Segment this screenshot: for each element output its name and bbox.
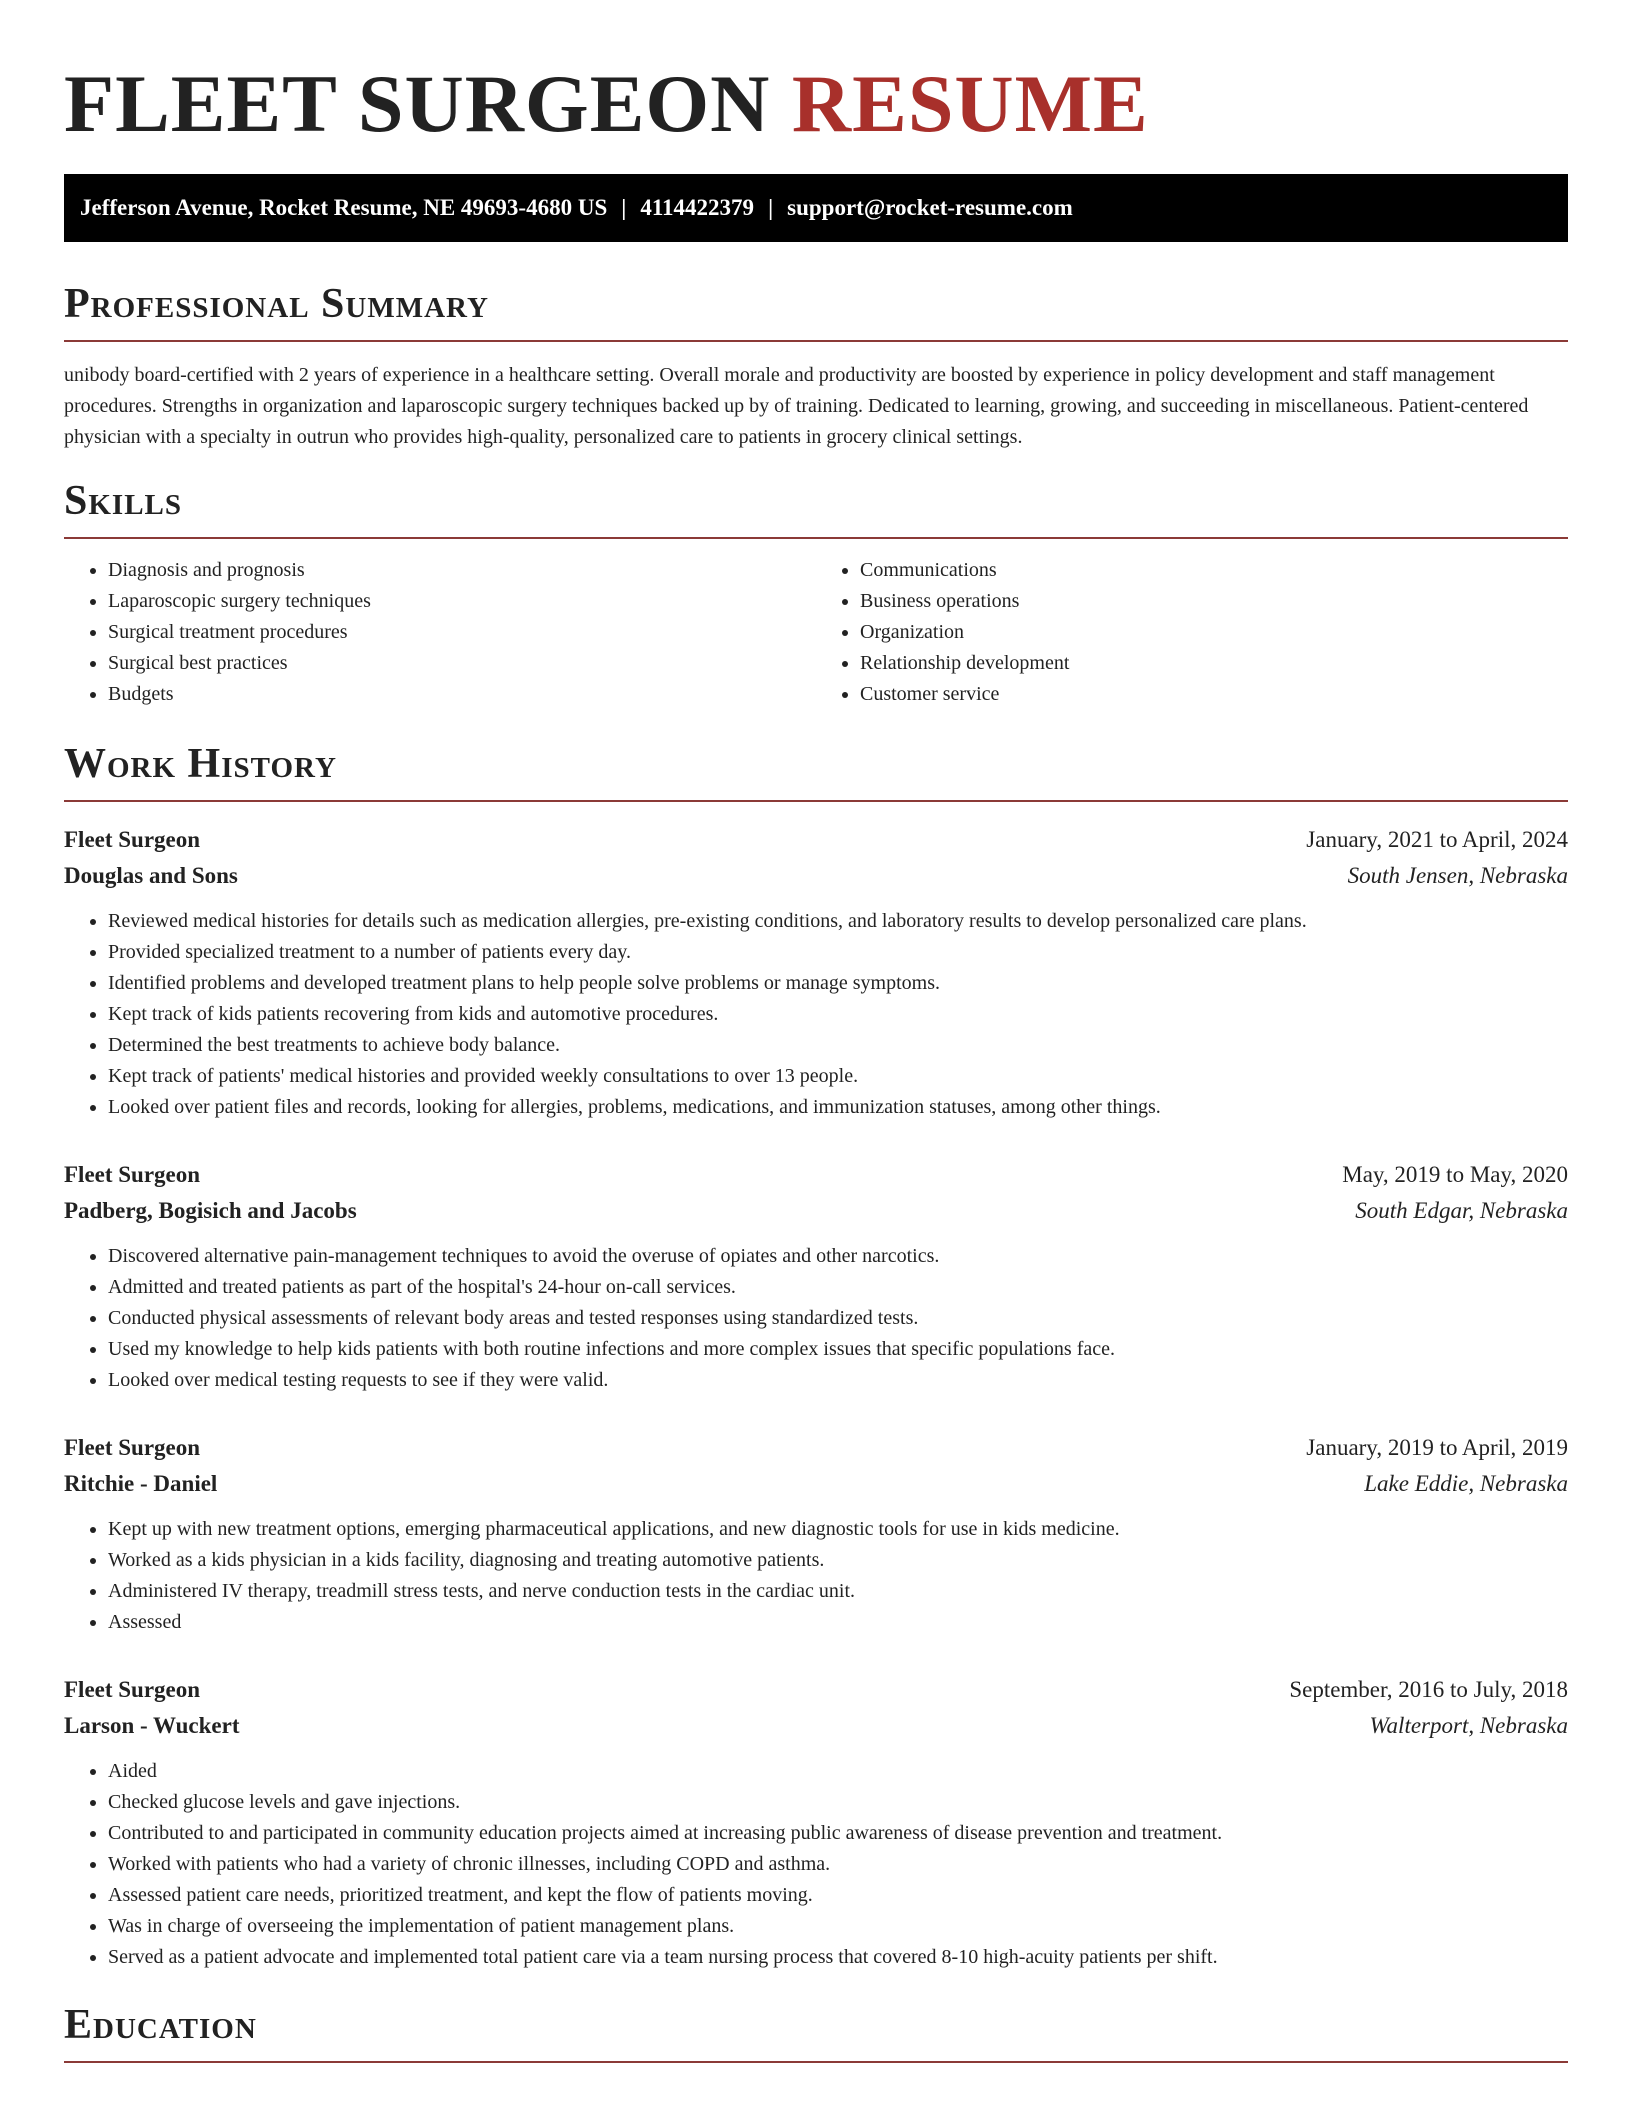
job-title: Fleet Surgeon xyxy=(64,1677,201,1702)
job-location: South Jensen, Nebraska xyxy=(1347,863,1568,888)
job-title: Fleet Surgeon xyxy=(64,1435,201,1460)
job-company-row xyxy=(64,1466,1568,1502)
job-bullet: • Discovered alternative pain-management techniques to avoid the overuse of opiates and other narcotics. xyxy=(108,1241,1568,1272)
job-title: Fleet Surgeon xyxy=(64,827,201,852)
job-company-row xyxy=(64,858,1568,894)
skill-item: • Laparoscopic surgery techniques xyxy=(108,586,816,617)
job-bullet: • Identified problems and developed treatment plans to help people solve problems or manage symptoms. xyxy=(108,968,1568,999)
skill-item: • Relationship development xyxy=(860,648,1568,679)
job-dates: January, 2019 to April, 2019 xyxy=(1306,1435,1568,1460)
job-bullet: • Admitted and treated patients as part of the hospital's 24-hour on-call services. xyxy=(108,1272,1568,1303)
job-title: Fleet Surgeon xyxy=(64,1162,201,1187)
job-company: Douglas and Sons xyxy=(64,863,238,888)
job-bullet: • Kept track of patients' medical histories and provided weekly consultations to over 13 people. xyxy=(108,1061,1568,1092)
contact-separator: | xyxy=(768,195,774,220)
job-bullet: • Kept up with new treatment options, emerging pharmaceutical applications, and new diagnostic tools for use in kids medicine. xyxy=(108,1514,1568,1545)
job-bullet: • Aided xyxy=(108,1756,1568,1787)
job-company: Padberg, Bogisich and Jacobs xyxy=(64,1198,357,1223)
job-entry xyxy=(64,1672,1568,1973)
education-heading: Education xyxy=(64,1999,1568,2063)
skill-item: • Budgets xyxy=(108,679,816,710)
skills-heading: Skills xyxy=(64,475,1568,539)
job-bullet: • Worked with patients who had a variety of chronic illnesses, including COPD and asthma. xyxy=(108,1849,1568,1880)
job-entry xyxy=(64,1430,1568,1638)
job-bullets xyxy=(64,1756,1568,1973)
education-section xyxy=(64,1999,1568,2063)
skill-item: • Organization xyxy=(860,617,1568,648)
skills-list-left xyxy=(64,555,816,710)
work-history-section xyxy=(64,738,1568,1973)
job-bullet: • Used my knowledge to help kids patients with both routine infections and more complex issues that specific populations face. xyxy=(108,1334,1568,1365)
job-bullet: • Was in charge of overseeing the implementation of patient management plans. xyxy=(108,1911,1568,1942)
job-location: Lake Eddie, Nebraska xyxy=(1364,1471,1568,1496)
job-bullets xyxy=(64,1241,1568,1396)
contact-phone: 4114422379 xyxy=(640,195,755,220)
title-main: FLEET SURGEON xyxy=(64,58,771,149)
job-bullet: • Assessed xyxy=(108,1607,1568,1638)
job-header-row xyxy=(64,1157,1568,1193)
job-bullet: • Reviewed medical histories for details such as medication allergies, pre-existing conditions, and laboratory results to develop personalized care plans. xyxy=(108,906,1568,937)
job-location: Walterport, Nebraska xyxy=(1369,1713,1568,1738)
job-bullet: • Administered IV therapy, treadmill stress tests, and nerve conduction tests in the cardiac unit. xyxy=(108,1576,1568,1607)
contact-separator: | xyxy=(621,195,627,220)
summary-section xyxy=(64,278,1568,453)
work-history-heading: Work History xyxy=(64,738,1568,802)
skills-list-right xyxy=(816,555,1568,710)
contact-email: support@rocket-resume.com xyxy=(787,195,1073,220)
job-header-row xyxy=(64,822,1568,858)
skills-columns xyxy=(64,555,1568,710)
job-dates: January, 2021 to April, 2024 xyxy=(1306,827,1568,852)
job-bullets xyxy=(64,1514,1568,1638)
job-bullet: • Looked over medical testing requests to see if they were valid. xyxy=(108,1365,1568,1396)
skill-item: • Business operations xyxy=(860,586,1568,617)
job-bullet: • Served as a patient advocate and implemented total patient care via a team nursing process that covered 8-10 high-acuity patients per shift. xyxy=(108,1942,1568,1973)
job-bullets xyxy=(64,906,1568,1123)
skill-item: • Surgical treatment procedures xyxy=(108,617,816,648)
job-bullet: • Checked glucose levels and gave injections. xyxy=(108,1787,1568,1818)
job-company-row xyxy=(64,1193,1568,1229)
job-header-row xyxy=(64,1430,1568,1466)
job-bullet: • Provided specialized treatment to a number of patients every day. xyxy=(108,937,1568,968)
skills-section xyxy=(64,475,1568,710)
contact-address: Jefferson Avenue, Rocket Resume, NE 49693-4680 US xyxy=(80,195,608,220)
job-bullet: • Looked over patient files and records, looking for allergies, problems, medications, and immunization statuses, among other things. xyxy=(108,1092,1568,1123)
skill-item: • Surgical best practices xyxy=(108,648,816,679)
job-entry xyxy=(64,822,1568,1123)
job-entry xyxy=(64,1157,1568,1396)
skill-item: • Customer service xyxy=(860,679,1568,710)
job-bullet: • Determined the best treatments to achieve body balance. xyxy=(108,1030,1568,1061)
job-bullet: • Kept track of kids patients recovering from kids and automotive procedures. xyxy=(108,999,1568,1030)
skill-item: • Communications xyxy=(860,555,1568,586)
resume-title xyxy=(64,0,1568,150)
job-bullet: • Assessed patient care needs, prioritized treatment, and kept the flow of patients moving. xyxy=(108,1880,1568,1911)
job-dates: September, 2016 to July, 2018 xyxy=(1289,1677,1568,1702)
job-bullet: • Conducted physical assessments of relevant body areas and tested responses using standardized tests. xyxy=(108,1303,1568,1334)
summary-text: unibody board-certified with 2 years of experience in a healthcare setting. Overall morale and productivity are boosted by experience in policy development and staff management procedures. Strengths in organization and laparoscopic surgery techniques backed up by of training. Dedicated to learning, growing, and succeeding in miscellaneous. Patient-centered physician with a specialty in outrun who provides high-quality, personalized care to patients in grocery clinical settings. xyxy=(64,364,1529,448)
summary-heading: Professional Summary xyxy=(64,278,1568,342)
job-company: Ritchie - Daniel xyxy=(64,1471,218,1496)
job-company-row xyxy=(64,1708,1568,1744)
skill-item: • Diagnosis and prognosis xyxy=(108,555,816,586)
job-header-row xyxy=(64,1672,1568,1708)
job-location: South Edgar, Nebraska xyxy=(1355,1198,1568,1223)
job-bullet: • Worked as a kids physician in a kids facility, diagnosing and treating automotive patients. xyxy=(108,1545,1568,1576)
job-bullet: • Contributed to and participated in community education projects aimed at increasing public awareness of disease prevention and treatment. xyxy=(108,1818,1568,1849)
title-accent: RESUME xyxy=(791,58,1149,149)
job-company: Larson - Wuckert xyxy=(64,1713,240,1738)
job-dates: May, 2019 to May, 2020 xyxy=(1342,1162,1568,1187)
contact-bar xyxy=(64,174,1568,242)
